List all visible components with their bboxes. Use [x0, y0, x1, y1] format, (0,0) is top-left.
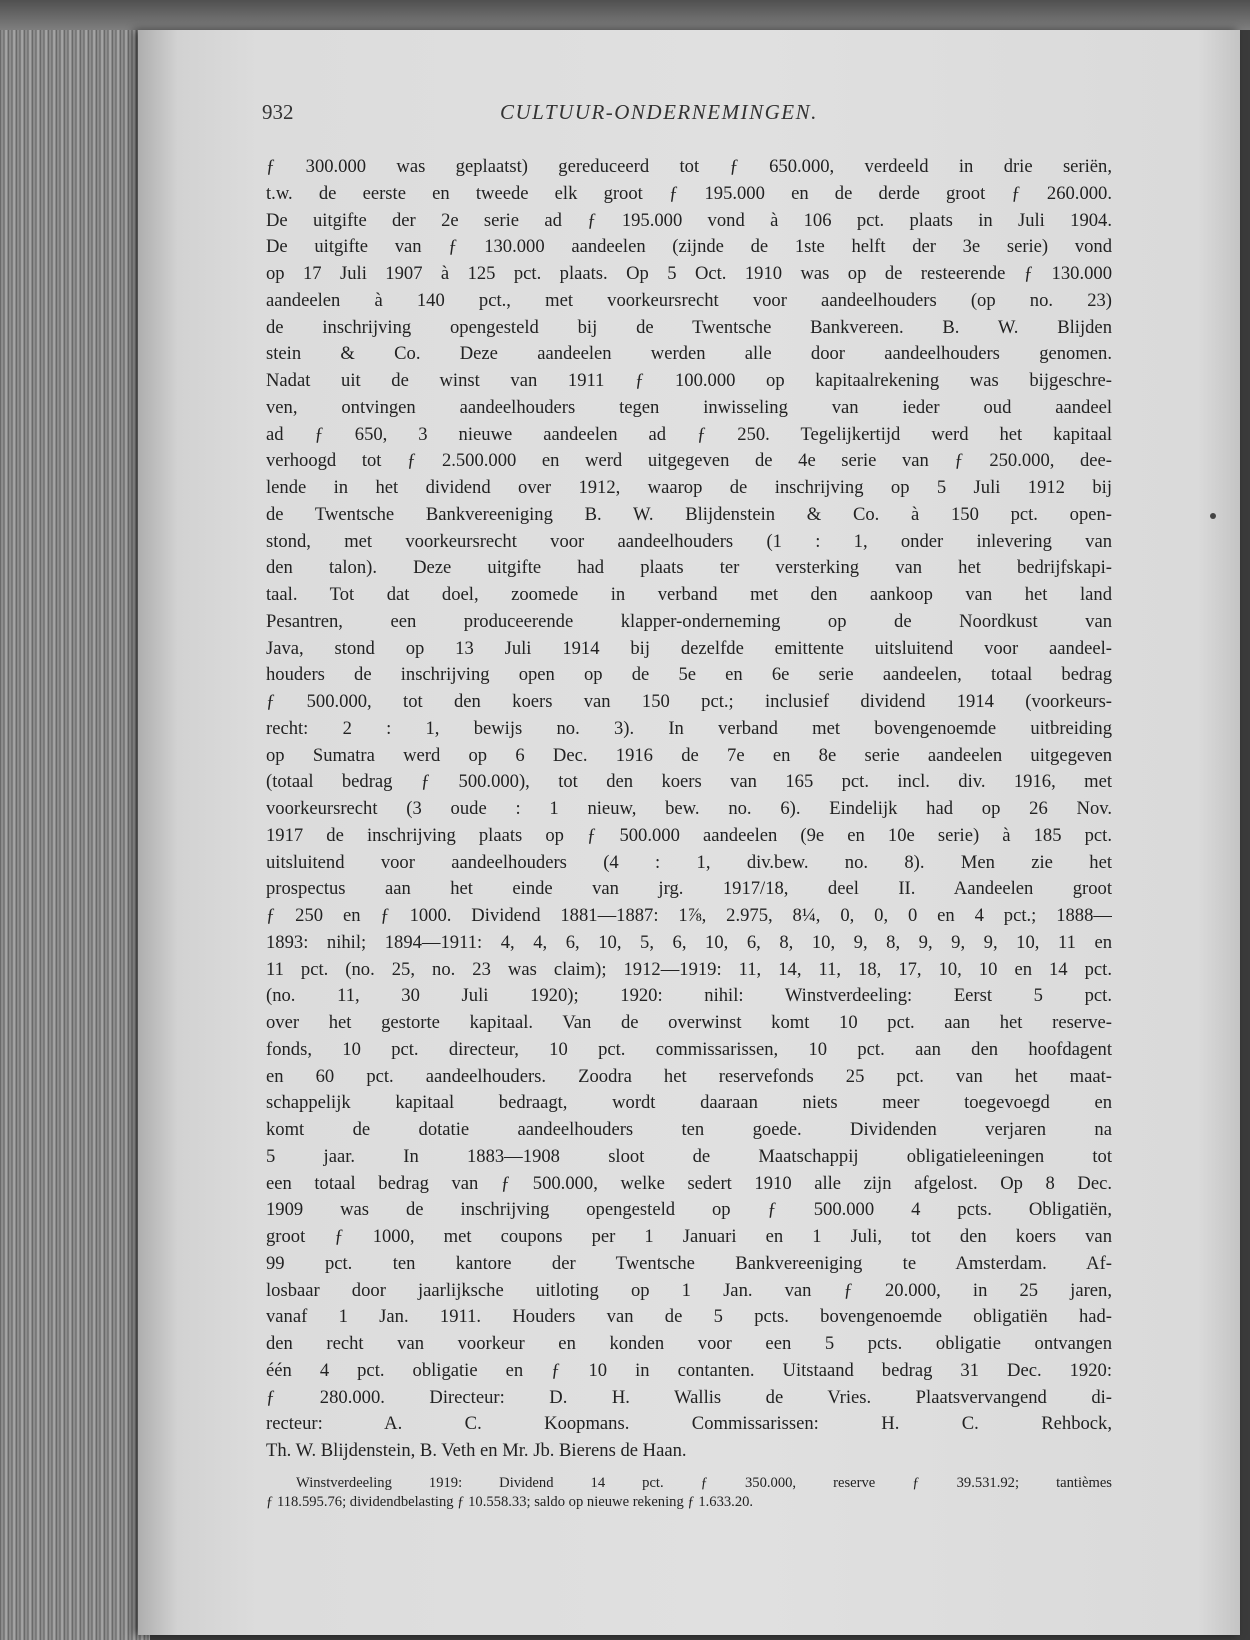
text-line: stein & Co. Deze aandeelen werden alle door aandeelhouders genomen.: [266, 343, 1112, 365]
text-line: (no. 11, 30 Juli 1920); 1920: nihil: Winstverdeeling: Eerst 5 pct.: [266, 985, 1112, 1007]
text-line: recht: 2 : 1, bewijs no. 3). In verband met bovengenoemde uitbreiding: [266, 717, 1112, 739]
text-line: losbaar door jaarlijksche uitloting op 1 Jan. van ƒ 20.000, in 25 jaren,: [266, 1279, 1112, 1301]
page-header: [262, 100, 902, 130]
text-line: ƒ 250 en ƒ 1000. Dividend 1881—1887: 1⅞, 2.975, 8¼, 0, 0, 0 en 4 pct.; 1888—: [266, 905, 1112, 926]
text-line: voorkeursrecht (3 oude : 1 nieuw, bew. no. 6). Eindelijk had op 26 Nov.: [266, 798, 1112, 819]
text-line: lende in het dividend over 1912, waarop de inschrijving op 5 Juli 1912 bij: [266, 477, 1112, 498]
text-line: ƒ 300.000 was geplaatst) gereduceerd tot ƒ 650.000, verdeeld in drie seriën,: [266, 156, 1112, 177]
text-line: 5 jaar. In 1883—1908 sloot de Maatschappij obligatieleeningen tot: [266, 1145, 1112, 1167]
text-line: 1893: nihil; 1894—1911: 4, 4, 6, 10, 5, 6, 10, 6, 8, 10, 9, 8, 9, 9, 9, 10, 11 en: [266, 931, 1112, 953]
text-line: over het gestorte kapitaal. Van de overwinst komt 10 pct. aan het reserve-: [266, 1012, 1112, 1033]
text-line: Java, stond op 13 Juli 1914 bij dezelfde emittente uitsluitend voor aandeel-: [266, 637, 1112, 659]
text-line: op Sumatra werd op 6 Dec. 1916 de 7e en 8e serie aandeelen uitgegeven: [266, 744, 1112, 766]
footnote-line: ƒ 118.595.76; dividendbelasting ƒ 10.558.33; saldo op nieuwe rekening ƒ 1.633.20.: [266, 1494, 754, 1510]
text-line: op 17 Juli 1907 à 125 pct. plaats. Op 5 Oct. 1910 was op de resteerende ƒ 130.000: [266, 263, 1112, 284]
text-line: aandeelen à 140 pct., met voorkeursrecht voor aandeelhouders (op no. 23): [266, 289, 1112, 311]
footnote-line: Winstverdeeling 1919: Dividend 14 pct. ƒ 350.000, reserve ƒ 39.531.92; tantièmes: [296, 1475, 1112, 1491]
text-line: (totaal bedrag ƒ 500.000), tot den koers van 165 pct. incl. div. 1916, met: [266, 771, 1112, 793]
margin-mark: [1210, 513, 1216, 519]
text-line: 99 pct. ten kantore der Twentsche Bankvereeniging te Amsterdam. Af-: [266, 1252, 1112, 1274]
text-line: komt de dotatie aandeelhouders ten goede. Dividenden verjaren na: [266, 1119, 1112, 1140]
text-line: fonds, 10 pct. directeur, 10 pct. commissarissen, 10 pct. aan den hoofdagent: [266, 1038, 1112, 1060]
text-line: De uitgifte der 2e serie ad ƒ 195.000 vond à 106 pct. plaats in Juli 1904.: [266, 209, 1112, 231]
text-line: Th. W. Blijdenstein, B. Veth en Mr. Jb. Bierens de Haan.: [266, 1440, 687, 1461]
book-page-edges: [0, 0, 150, 1640]
text-line: schappelijk kapitaal bedraagt, wordt daaraan niets meer toegevoegd en: [266, 1092, 1112, 1114]
text-line: de inschrijving opengesteld bij de Twentsche Bankvereen. B. W. Blijden: [266, 316, 1112, 338]
text-line: recteur: A. C. Koopmans. Commissarissen: H. C. Rehbock,: [266, 1413, 1112, 1435]
text-line: ƒ 280.000. Directeur: D. H. Wallis de Vries. Plaatsvervangend di-: [266, 1386, 1112, 1408]
text-line: den recht van voorkeur en konden voor een 5 pcts. obligatie ontvangen: [266, 1333, 1112, 1354]
text-line: Pesantren, een produceerende klapper-onderneming op de Noordkust van: [266, 610, 1112, 632]
book-top-edge: [0, 0, 1250, 30]
text-line: taal. Tot dat doel, zoomede in verband met den aankoop van het land: [266, 584, 1112, 605]
footnote: [266, 1474, 1112, 1512]
page-number: 932: [262, 100, 294, 124]
text-line: 1909 was de inschrijving opengesteld op ƒ 500.000 4 pcts. Obligatiën,: [266, 1199, 1112, 1221]
text-line: één 4 pct. obligatie en ƒ 10 in contanten. Uitstaand bedrag 31 Dec. 1920:: [266, 1359, 1112, 1381]
text-line: De uitgifte van ƒ 130.000 aandeelen (zijnde de 1ste helft der 3e serie) vond: [266, 236, 1112, 258]
text-line: uitsluitend voor aandeelhouders (4 : 1, div.bew. no. 8). Men zie het: [266, 851, 1112, 873]
text-line: 11 pct. (no. 25, no. 23 was claim); 1912—1919: 11, 14, 11, 18, 17, 10, 10 en 14 pct.: [266, 958, 1112, 980]
text-line: houders de inschrijving open op de 5e en 6e serie aandeelen, totaal bedrag: [266, 664, 1112, 686]
text-line: prospectus aan het einde van jrg. 1917/18, deel II. Aandeelen groot: [266, 878, 1112, 900]
text-line: ad ƒ 650, 3 nieuwe aandeelen ad ƒ 250. Tegelijkertijd werd het kapitaal: [266, 423, 1112, 445]
text-line: een totaal bedrag van ƒ 500.000, welke sedert 1910 alle zijn afgelost. Op 8 Dec.: [266, 1172, 1112, 1194]
text-line: Nadat uit de winst van 1911 ƒ 100.000 op kapitaalrekening was bijgeschre-: [266, 370, 1112, 391]
text-line: t.w. de eerste en tweede elk groot ƒ 195.000 en de derde groot ƒ 260.000.: [266, 182, 1112, 204]
text-line: vanaf 1 Jan. 1911. Houders van de 5 pcts. bovengenoemde obligatiën had-: [266, 1306, 1112, 1328]
body-text: [266, 154, 1112, 1465]
text-line: en 60 pct. aandeelhouders. Zoodra het reservefonds 25 pct. van het maat-: [266, 1065, 1112, 1087]
text-line: groot ƒ 1000, met coupons per 1 Januari en 1 Juli, tot den koers van: [266, 1226, 1112, 1247]
text-line: den talon). Deze uitgifte had plaats ter versterking van het bedrijfskapi-: [266, 557, 1112, 579]
text-line: de Twentsche Bankvereeniging B. W. Blijdenstein & Co. à 150 pct. open-: [266, 503, 1112, 525]
text-line: verhoogd tot ƒ 2.500.000 en werd uitgegeven de 4e serie van ƒ 250.000, dee-: [266, 450, 1112, 472]
text-line: stond, met voorkeursrecht voor aandeelhouders (1 : 1, onder inlevering van: [266, 530, 1112, 552]
running-title: CULTUUR-ONDERNEMINGEN.: [500, 100, 818, 124]
text-line: ven, ontvingen aandeelhouders tegen inwisseling van ieder oud aandeel: [266, 396, 1112, 418]
text-line: 1917 de inschrijving plaats op ƒ 500.000 aandeelen (9e en 10e serie) à 185 pct.: [266, 824, 1112, 846]
text-line: ƒ 500.000, tot den koers van 150 pct.; inclusief dividend 1914 (voorkeurs-: [266, 691, 1112, 712]
